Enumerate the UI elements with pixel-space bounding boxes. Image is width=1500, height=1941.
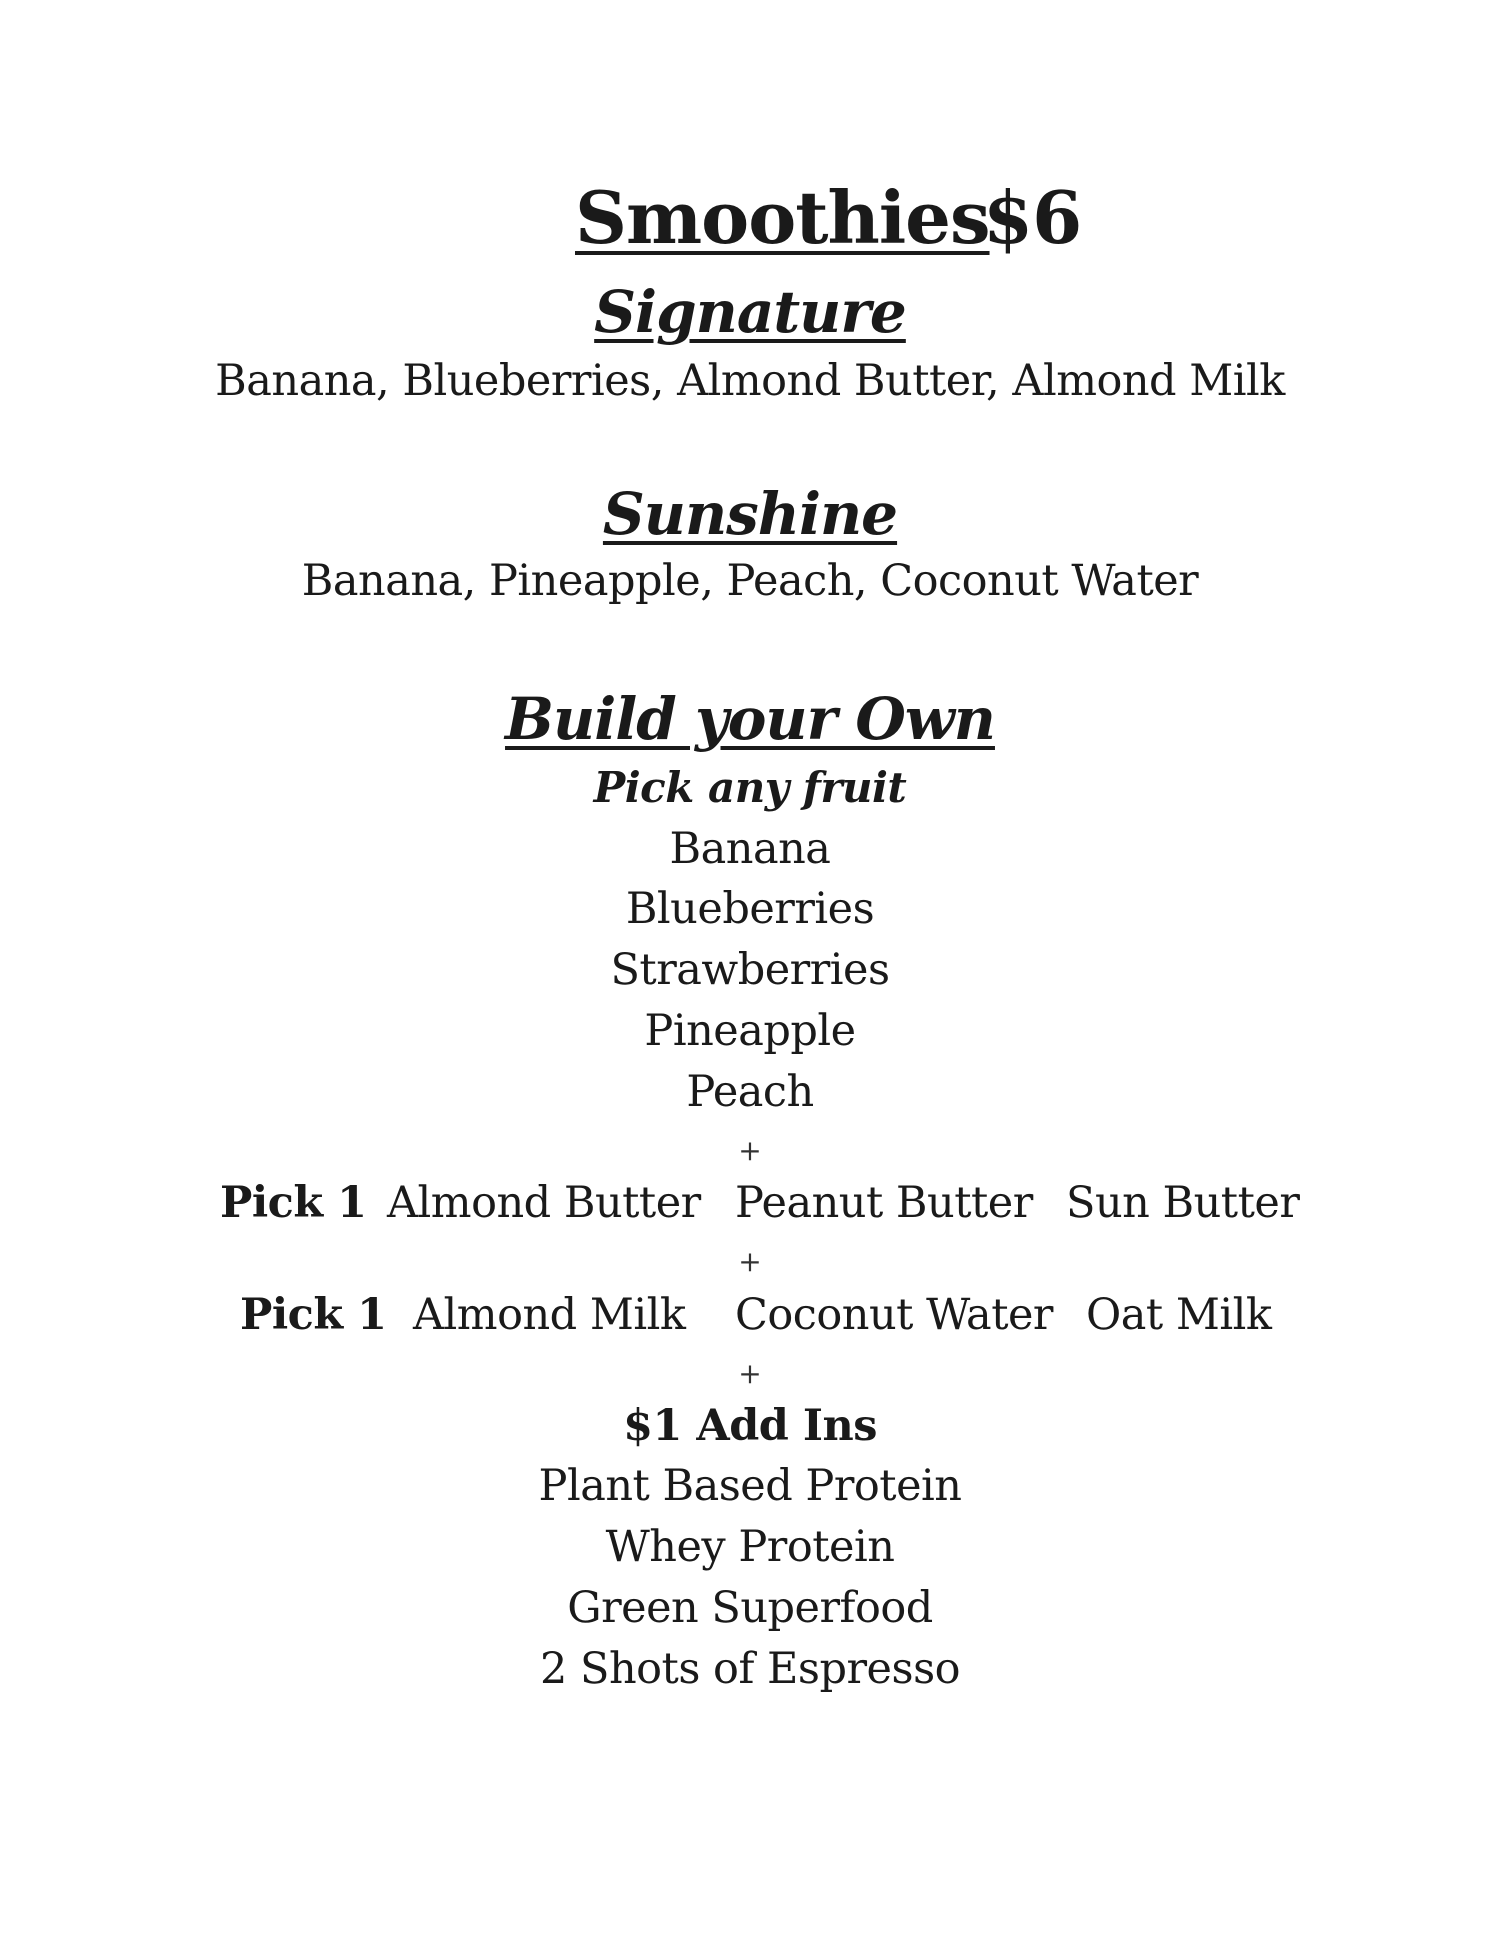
build-your-own-heading: Build your Own [505,685,995,753]
menu-price: $6 [983,175,1082,260]
sunshine-ingredients: Banana, Pineapple, Peach, Coconut Water [301,556,1199,606]
butter-option: Sun Butter [1066,1178,1300,1228]
butter-option: Peanut Butter [735,1178,1033,1228]
add-in-item: Whey Protein [605,1522,895,1572]
fruit-item: Strawberries [610,945,890,995]
liquid-option: Oat Milk [1086,1290,1272,1340]
butter-pick-label: Pick 1 [220,1178,367,1228]
fruit-item: Peach [686,1067,814,1117]
plus-separator: + [738,1245,762,1278]
fruit-item: Banana [669,824,831,874]
add-in-item: Plant Based Protein [538,1461,962,1511]
fruit-item: Blueberries [625,884,875,934]
fruit-prompt: Pick any fruit [593,763,907,812]
add-in-item: 2 Shots of Espresso [539,1644,961,1694]
menu-title: Smoothies [575,175,990,260]
signature-ingredients: Banana, Blueberries, Almond Butter, Almond Milk [215,356,1285,406]
add-in-item: Green Superfood [567,1583,933,1633]
fruit-item: Pineapple [644,1006,856,1056]
signature-heading: Signature [594,278,906,346]
add-ins-heading: $1 Add Ins [623,1401,877,1451]
liquid-option: Coconut Water [735,1290,1053,1340]
plus-separator: + [738,1357,762,1390]
menu-title-row [575,175,1095,262]
liquid-pick-label: Pick 1 [240,1290,387,1340]
plus-separator: + [738,1134,762,1167]
liquid-option: Almond Milk [413,1290,686,1340]
sunshine-heading: Sunshine [602,480,898,548]
butter-option: Almond Butter [387,1178,701,1228]
